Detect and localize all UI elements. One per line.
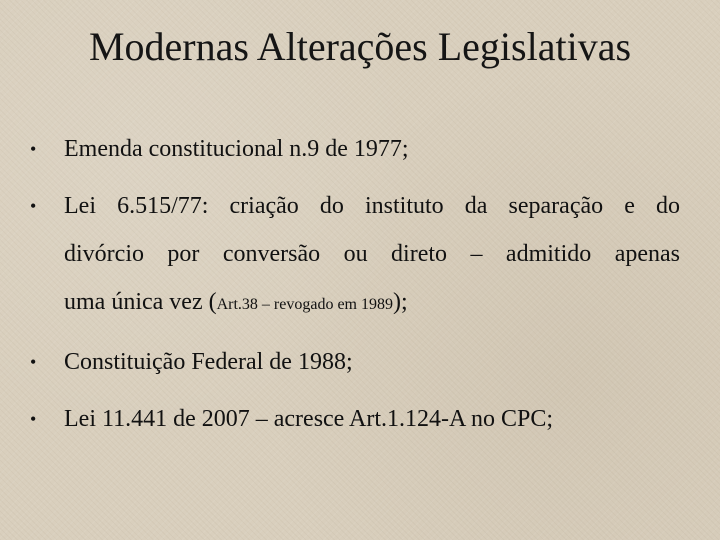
bullet-icon: • (30, 409, 37, 429)
slide-title: Modernas Alterações Legislativas (88, 24, 632, 69)
bullet-line-2: divórcio por conversão ou direto – admitido apenas (64, 241, 680, 267)
bullet-item-2 (30, 182, 680, 329)
bullet-icon: • (30, 139, 37, 159)
bullet-icon: • (30, 352, 37, 372)
bullet-text: Lei 11.441 de 2007 – acresce Art.1.124-A no CPC; (64, 406, 554, 432)
bullet-line-3 (64, 278, 680, 329)
bullet-list (30, 125, 680, 452)
bullet-line-3-suffix: ); (393, 289, 408, 315)
bullet-text: Emenda constitucional n.9 de 1977; (64, 136, 409, 162)
bullet-line-3-note: Art.38 – revogado em 1989 (216, 296, 393, 313)
bullet-item-1 (30, 125, 680, 173)
bullet-text: Constituição Federal de 1988; (64, 349, 353, 375)
bullet-item-3 (30, 338, 680, 386)
bullet-item-4 (30, 395, 680, 443)
bullet-line-1: Lei 6.515/77: criação do instituto da separação e do (64, 193, 680, 219)
bullet-line-3-prefix: uma única vez ( (64, 289, 217, 315)
bullet-icon: • (30, 196, 37, 216)
